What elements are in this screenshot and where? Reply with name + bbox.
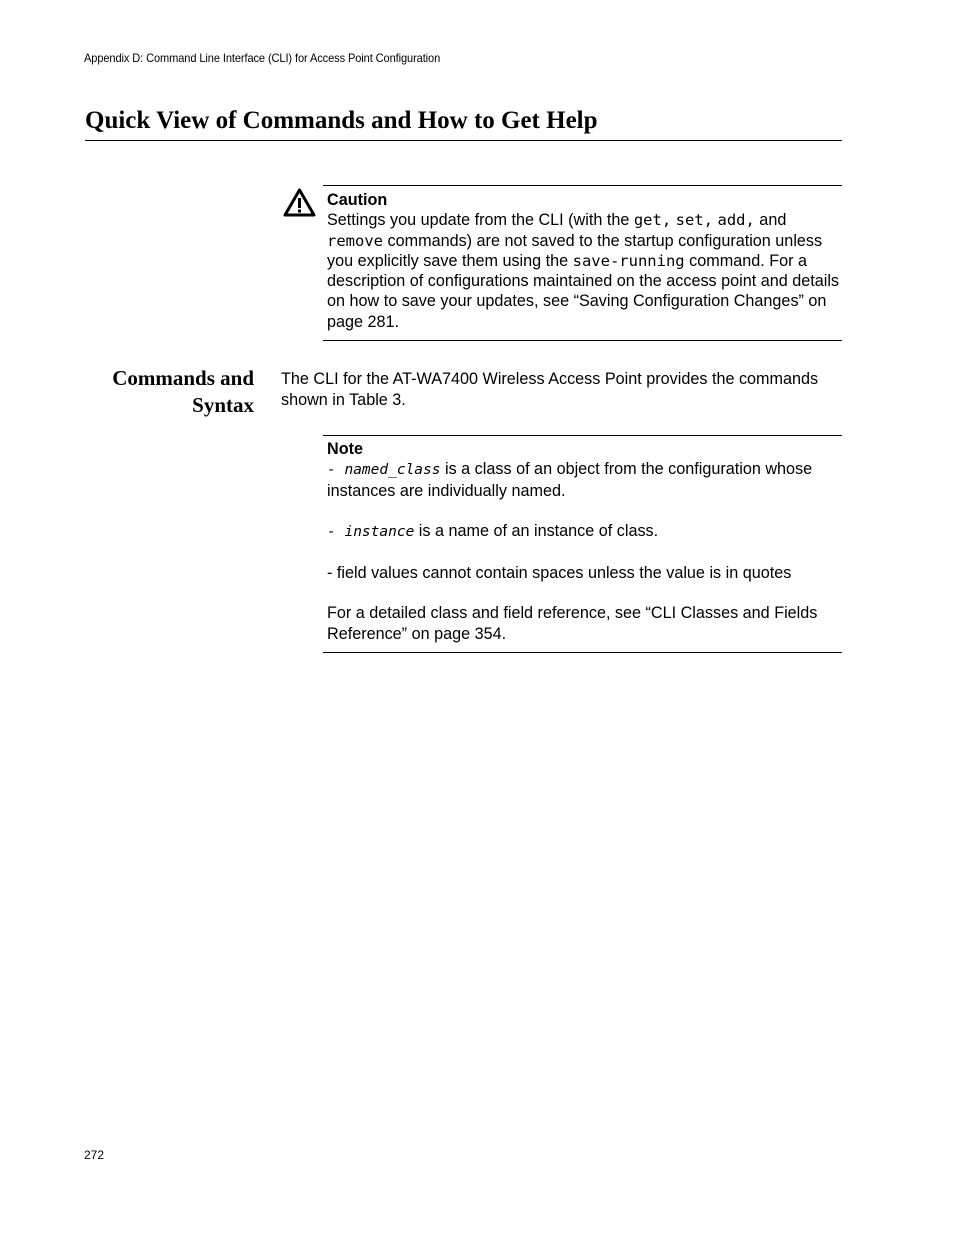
note-item-field-values: - field values cannot contain spaces unless the value is in quotes [327,563,792,582]
section-heading: Commands and Syntax [112,366,254,417]
note-prefix: - [327,524,345,541]
command-set: set, [675,211,713,230]
term-instance: instance [344,524,415,541]
note-heading: Note [327,440,363,458]
caution-text-part: command. For a description of configurations maintained on the access point and details on how to save your updates, see “Saving Configuration Changes” on page 281. [327,251,840,331]
caution-heading: Caution [327,191,388,209]
note-item-named-class [327,459,842,501]
note-box [323,435,842,653]
note-item-reference: For a detailed class and field reference, see “CLI Classes and Fields Reference” on page 354. [327,604,818,643]
running-header: Appendix D: Command Line Interface (CLI) for Access Point Configuration [84,51,441,65]
command-get: get, [633,211,672,230]
caution-text-part: commands) are not saved to the startup configuration unless you explicitly save them using the [327,231,823,270]
page-number: 272 [84,1148,105,1162]
caution-text [327,210,842,332]
command-remove: remove [327,231,383,250]
note-item-instance [327,521,842,542]
section-intro: The CLI for the AT-WA7400 Wireless Access Point provides the commands shown in Table 3. [281,370,819,409]
warning-triangle-icon [283,188,316,217]
command-add: add, [717,211,755,230]
page-title: Quick View of Commands and How to Get Help [85,106,842,141]
note-text: is a class of an object from the configuration whose instances are individually named. [327,460,813,500]
caution-text-part: Settings you update from the CLI (with the [327,211,634,230]
note-text: is a name of an instance of class. [414,522,659,541]
note-prefix: - [327,462,345,479]
term-named-class: named_class [344,462,441,479]
caution-box [323,185,842,341]
caution-text-part: and [754,211,787,230]
command-save-running: save-running [572,251,685,270]
